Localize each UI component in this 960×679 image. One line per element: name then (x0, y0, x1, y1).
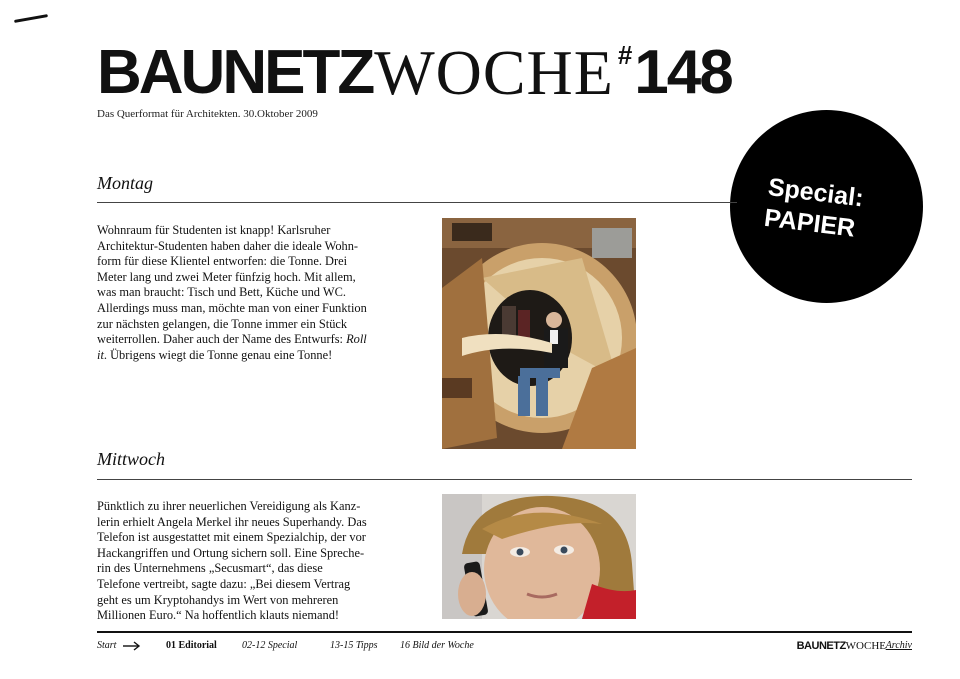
masthead-subtitle: Das Querformat für Architekten. 30.Oktober 2009 (97, 108, 318, 120)
special-badge-text (762, 172, 865, 245)
section-body-montag (97, 223, 367, 363)
masthead-logo (97, 37, 732, 108)
photo-tonne-image (442, 218, 636, 449)
footer-nav (97, 640, 912, 656)
footer-nav-special[interactable]: 02-12 Special (242, 640, 298, 651)
footer-rule (97, 631, 912, 633)
footer-brand-logo[interactable] (797, 640, 886, 652)
masthead-brand-bold: BAUNETZ (97, 38, 373, 107)
special-badge-line2: PAPIER (762, 203, 857, 243)
section-body-mittwoch: Pünktlich zu ihrer neuerlichen Vereidigung als Kanzlerin erhielt Angela Merkel ihr neues Superhandy. Das Telefon ist ausgestattet mit einem Spezialchip, der vor Hackangriffen und Ortung sichern soll. Eine Sprecherin des Unternehmens „Secusmart“, das diese Telefone vertreibt, sagte dazu: „Bei diesem Vertrag geht es um Kryptohandys im Wert von mehreren Millionen Euro.“ Na hoffentlich klauts niemand! (97, 499, 367, 623)
section-body-montag-italic: Roll it (97, 332, 367, 362)
photo-merkel-image (442, 494, 636, 619)
issue-number: 148 (634, 38, 732, 107)
footer-brand-bold: BAUNETZ (796, 640, 846, 652)
footer-nav-bild-der-woche[interactable]: 16 Bild der Woche (400, 640, 474, 651)
footer-archive-link[interactable]: Archiv (885, 640, 912, 651)
masthead-brand-light: WOCHE (374, 37, 614, 108)
special-badge-line1: Special: (766, 172, 866, 213)
section-body-montag-main: Wohnraum für Studenten ist knapp! Karlsruher Architektur-Studenten haben daher die ideale Wohnform für diese Klientel entworfen: die Tonne. Drei Meter lang und zwei Meter fünfzig hoch. Mit allem, was man braucht: Tisch und Bett, Küche und WC. Allerdings muss man, möchte man von einer Funktion zur nächsten gelangen, die Tonne immer ein Stück weiterrollen. Daher auch der Name des Entwurfs: (97, 223, 367, 347)
photo-merkel (442, 494, 636, 619)
section-heading-mittwoch: Mittwoch (97, 449, 165, 469)
section-rule-montag (97, 202, 737, 203)
arrow-right-icon[interactable] (123, 641, 141, 651)
footer-start-link[interactable]: Start (97, 640, 117, 651)
section-rule-mittwoch (97, 479, 912, 480)
footer-brand-light: WOCHE (845, 640, 886, 652)
masthead-hash: # (617, 40, 633, 70)
corner-mark (14, 14, 48, 23)
footer-nav-tipps[interactable]: 13-15 Tipps (330, 640, 378, 651)
section-heading-montag: Montag (97, 173, 153, 193)
photo-tonne (442, 218, 636, 449)
special-badge[interactable] (730, 110, 923, 303)
footer-nav-editorial[interactable]: 01 Editorial (166, 640, 217, 651)
section-body-montag-end: . Übrigens wiegt die Tonne genau eine Tonne! (103, 347, 333, 362)
